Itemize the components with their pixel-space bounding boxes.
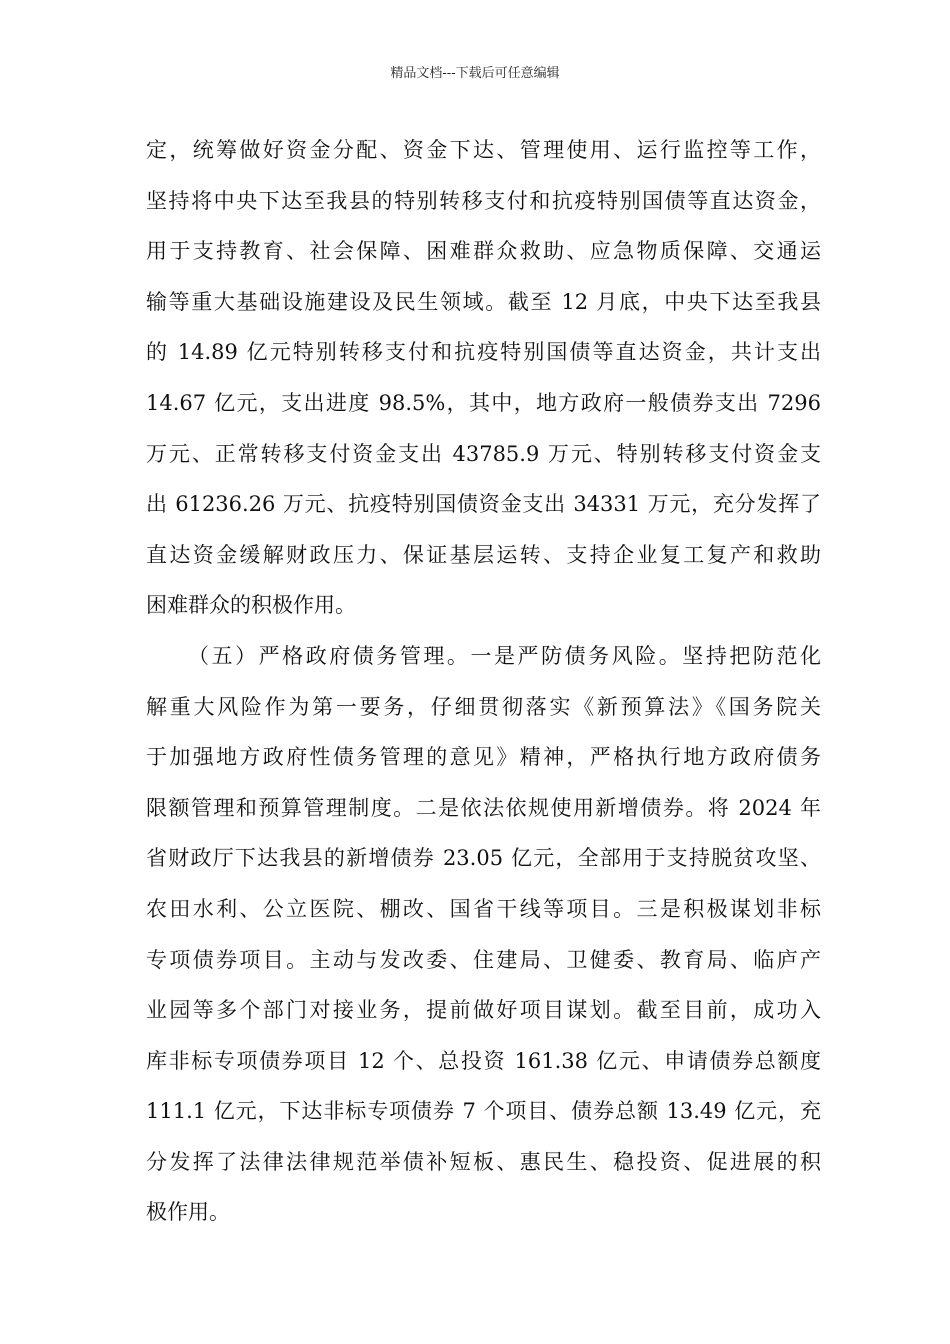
text-line: 14.67 亿元，支出进度 98.5%，其中，地方政府一般债券支出 7296 xyxy=(146,390,821,415)
text-line: 定，统筹做好资金分配、资金下达、管理使用、运行监控等工作， xyxy=(146,138,821,162)
text-line: 坚持将中央下达至我县的特别转移支付和抗疫特别国债等直达资金， xyxy=(146,188,821,213)
text-line: 专项债券项目。主动与发改委、住建局、卫健委、教育局、临庐产 xyxy=(146,947,821,972)
paragraph-1 xyxy=(146,130,821,636)
text-line: 出 61236.26 万元、抗疫特别国债资金支出 34331 万元，充分发挥了 xyxy=(146,492,821,517)
text-line: （五）严格政府债务管理。一是严防债务风险。坚持把防范化 xyxy=(188,643,821,668)
text-line: 万元、正常转移支付资金支出 43785.9 万元、特别转移支付资金支 xyxy=(146,441,821,466)
paragraph-2 xyxy=(146,636,821,1243)
text-line: 111.1 亿元，下达非标专项债券 7 个项目、债券总额 13.49 亿元，充 xyxy=(146,1099,821,1124)
text-line: 库非标专项债券项目 12 个、总投资 161.38 亿元、申请债券总额度 xyxy=(146,1048,821,1073)
text-line: 限额管理和预算管理制度。二是依法依规使用新增债券。将 2024 年 xyxy=(146,795,821,820)
page-header: 精品文档---下载后可任意编辑 xyxy=(390,66,560,81)
text-line: 用于支持教育、社会保障、困难群众救助、应急物质保障、交通运 xyxy=(146,239,821,264)
text-line: 于加强地方政府性债务管理的意见》精神，严格执行地方政府债务 xyxy=(146,745,821,770)
text-line: 的 14.89 亿元特别转移支付和抗疫特别国债等直达资金，共计支出 xyxy=(146,340,821,365)
text-line: 困难群众的积极作用。 xyxy=(146,593,356,618)
document-body xyxy=(146,130,821,1243)
text-line: 业园等多个部门对接业务，提前做好项目谋划。截至目前，成功入 xyxy=(146,998,821,1023)
text-line: 直达资金缓解财政压力、保证基层运转、支持企业复工复产和救助 xyxy=(146,542,821,567)
text-line: 输等重大基础设施建设及民生领域。截至 12 月底，中央下达至我县 xyxy=(146,289,821,314)
text-line: 极作用。 xyxy=(146,1200,230,1225)
text-line: 分发挥了法律法律规范举债补短板、惠民生、稳投资、促进展的积 xyxy=(146,1149,821,1174)
text-line: 解重大风险作为第一要务，仔细贯彻落实《新预算法》《国务院关 xyxy=(146,694,821,719)
text-line: 省财政厅下达我县的新增债券 23.05 亿元，全部用于支持脱贫攻坚、 xyxy=(146,846,821,871)
text-line: 农田水利、公立医院、棚改、国省干线等项目。三是积极谋划非标 xyxy=(146,896,821,921)
